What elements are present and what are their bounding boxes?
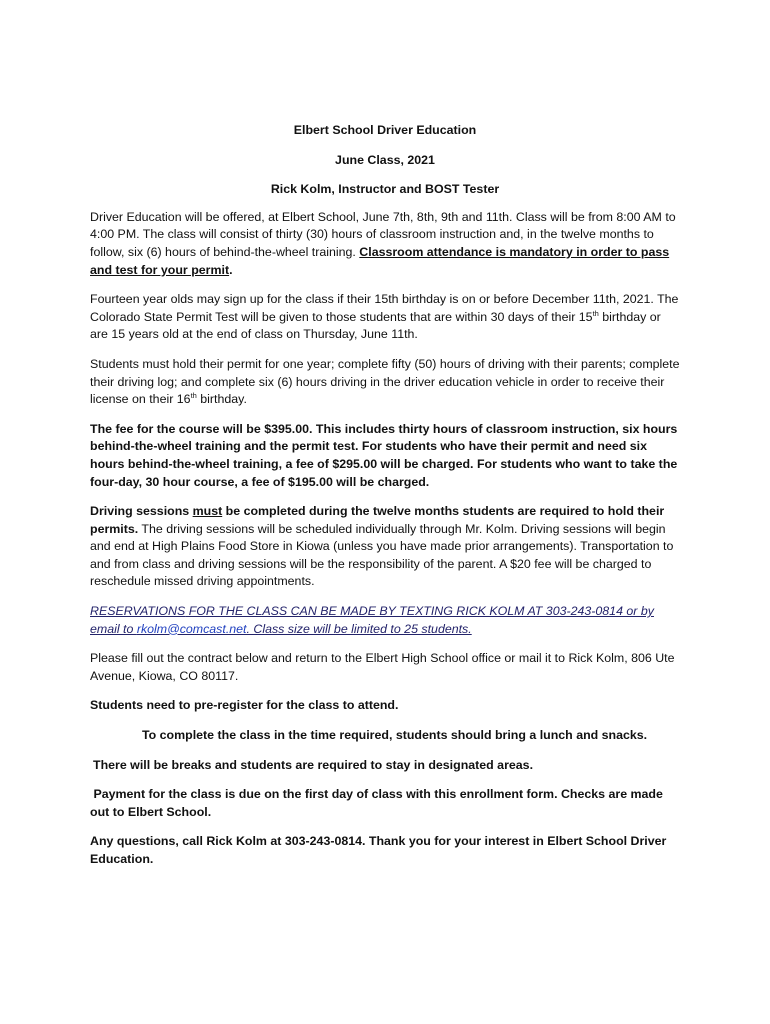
license-sup: th xyxy=(190,391,197,400)
paragraph-lunch: To complete the class in the time required, students should bring a lunch and snacks. xyxy=(142,728,648,743)
sessions-bold-b: be completed during the twelve months students are required to hold their permits. xyxy=(90,504,665,536)
sessions-bold-a: Driving sessions xyxy=(90,504,193,519)
paragraph-payment xyxy=(90,786,680,821)
document-title: Elbert School Driver Education xyxy=(293,123,477,137)
payment-text: Payment for the class is due on the first day of class with this enrollment form. Checks are made out to Elbert School. xyxy=(90,787,663,819)
reservations-word: RESERVATIONS xyxy=(90,604,186,619)
reservations-end: . Class size will be limited to 25 students. xyxy=(246,621,472,636)
paragraph-eligibility xyxy=(90,291,680,344)
sessions-text: The driving sessions will be scheduled individually through Mr. Kolm. Driving sessions will begin and end at High Plains Food Store in Kiowa (unless you have made prior arrangements). Transportation to and from class and driving sessions will be the responsibility of the parent. A $20 fee will be charged to reschedule missed driving appointments. xyxy=(90,521,674,589)
paragraph-contract: Please fill out the contract below and return to the Elbert High School office or mail it to Rick Kolm, 806 Ute Avenue, Kiowa, CO 80117. xyxy=(90,651,675,683)
paragraph-preregister: Students need to pre-register for the class to attend. xyxy=(90,698,399,713)
paragraph-schedule xyxy=(90,209,680,279)
paragraph-fees: The fee for the course will be $395.00. This includes thirty hours of classroom instruction, six hours behind-the-wheel training and the permit test. For students who have their permit and need six hours behind-the-wheel training, a fee of $295.00 will be charged. For students who want to take the four-day, 30 hour course, a fee of $195.00 will be charged. xyxy=(90,421,678,489)
paragraph-license-requirements xyxy=(90,356,680,409)
paragraph-reservations xyxy=(90,603,680,638)
eligibility-text-a: Fourteen year olds may sign up for the class if their 15th birthday is on or before December 11th, 2021. The Colorado State Permit Test will be given to those students that are within 30 days of their 15 xyxy=(90,292,679,324)
paragraph-driving-sessions xyxy=(90,503,680,591)
attendance-notice: Classroom attendance is mandatory in order to pass and test for your permit xyxy=(90,244,670,277)
schedule-text: Driver Education will be offered, at Elbert School, June 7th, 8th, 9th and 11th. Class will be from 8:00 AM to 4:00 PM. The class will consist of thirty (30) hours of classroom instruction and, in the twelve months to follow, six (6) hours of behind-the-wheel training. xyxy=(90,209,676,259)
paragraph-breaks: There will be breaks and students are required to stay in designated areas. xyxy=(93,757,534,772)
license-text-b: birthday. xyxy=(196,392,247,407)
sessions-must: must xyxy=(192,504,223,519)
eligibility-text-b: birthday or are 15 years old at the end of class on Thursday, June 11th. xyxy=(90,309,661,342)
document-page xyxy=(90,122,680,881)
attendance-notice-end: . xyxy=(229,262,233,277)
email-link[interactable]: rkolm@comcast.net xyxy=(136,621,247,636)
reservations-text: FOR THE CLASS CAN BE MADE BY TEXTING RICK KOLM AT 303-243-0814 or by email to xyxy=(90,604,654,636)
license-text-a: Students must hold their permit for one year; complete fifty (50) hours of driving with their parents; complete their driving log; and complete six (6) hours driving in the driver education vehicle in order to receive their license on their 16 xyxy=(90,356,680,407)
class-date-line: June Class, 2021 xyxy=(335,152,435,167)
instructor-line: Rick Kolm, Instructor and BOST Tester xyxy=(270,182,500,197)
paragraph-questions: Any questions, call Rick Kolm at 303-243-0814. Thank you for your interest in Elbert School Driver Education. xyxy=(90,834,667,866)
eligibility-sup: th xyxy=(592,308,599,318)
